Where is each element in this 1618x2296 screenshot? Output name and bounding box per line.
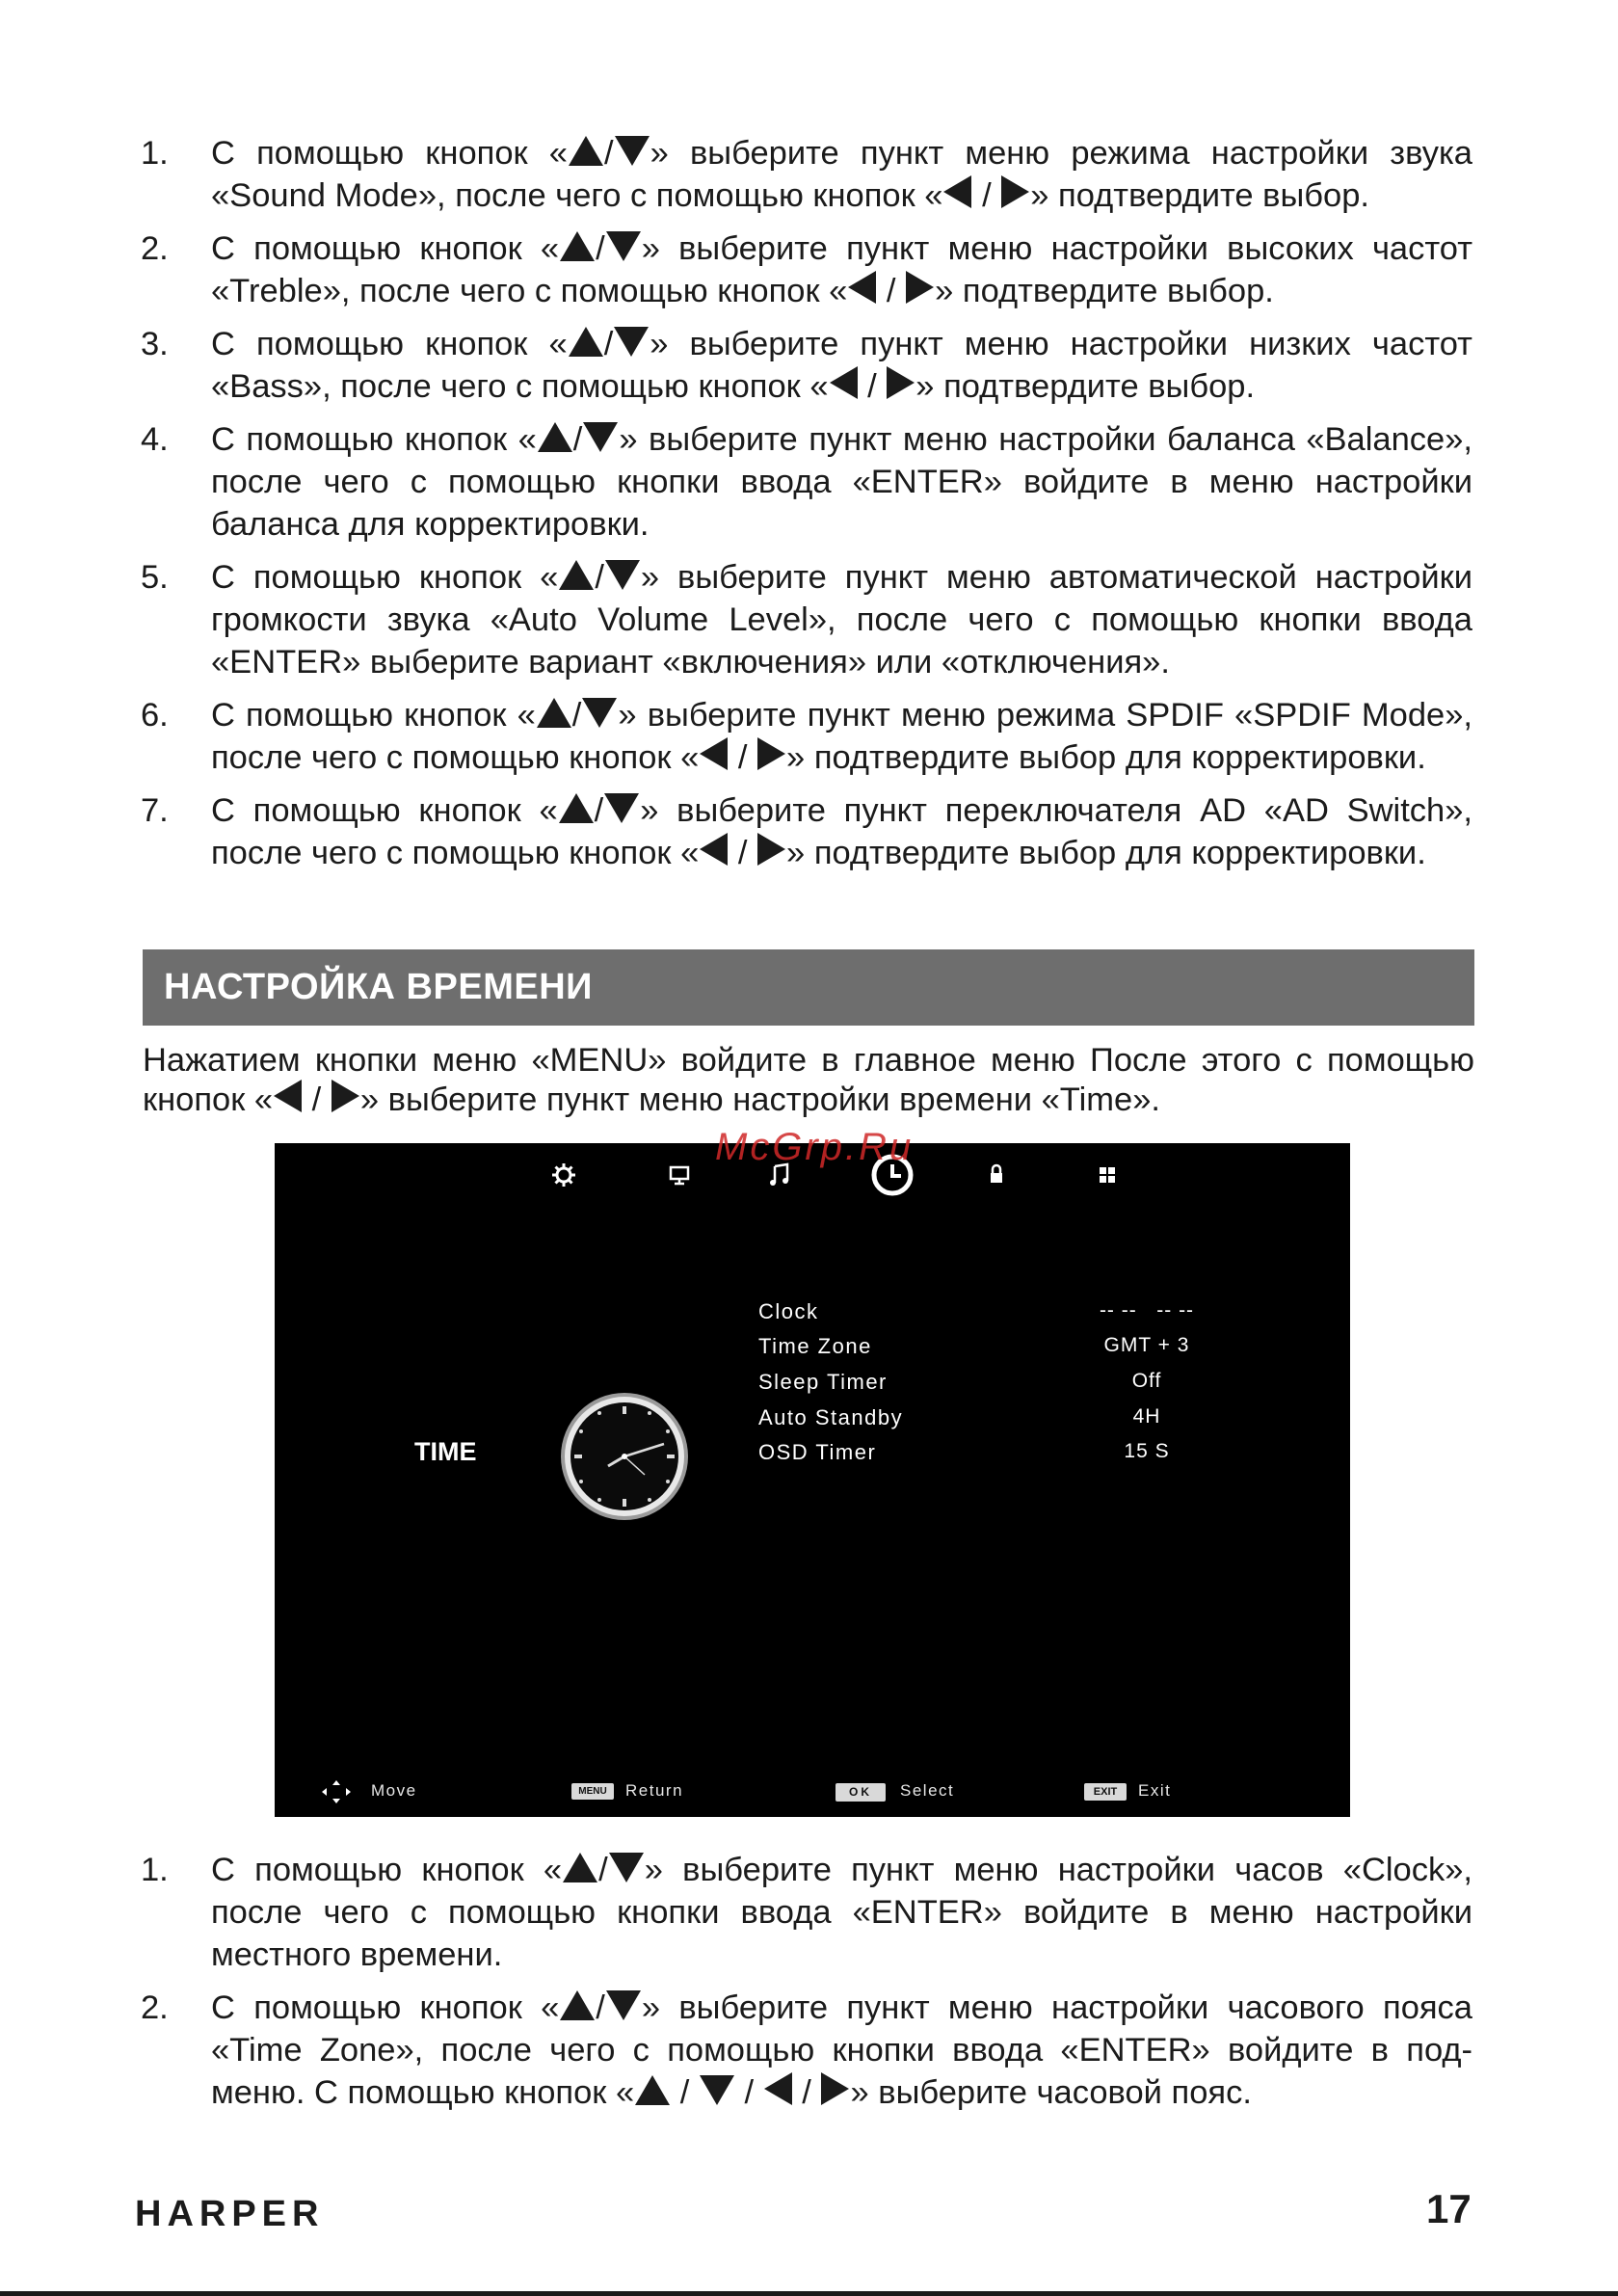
arrow-up-icon <box>635 2075 670 2105</box>
menu-item-time-zone-value: GMT + 3 <box>1103 1334 1190 1356</box>
arrow-up-icon <box>560 231 595 261</box>
apps-grid-icon <box>1090 1158 1125 1192</box>
section-header-bar <box>143 949 1474 1026</box>
list-item: 2. С помощью кнопок « / » выберите пункт меню настройки высоких частот «Treble», после чего с помощью кнопок « / » подтвердите выбор. <box>141 227 1472 312</box>
page-number: 17 <box>1426 2186 1472 2231</box>
menu-key-badge: MENU <box>571 1783 614 1800</box>
analog-clock-icon <box>558 1390 691 1523</box>
move-arrows-icon <box>321 1779 352 1804</box>
arrow-right-icon <box>906 271 934 304</box>
sound-steps-list <box>141 132 1472 885</box>
menu-item-time-zone-label[interactable]: Time Zone <box>758 1334 872 1358</box>
picture-monitor-icon <box>662 1158 697 1192</box>
arrow-up-icon <box>559 560 594 590</box>
arrow-left-icon <box>848 271 876 304</box>
menu-item-osd-timer-label[interactable]: OSD Timer <box>758 1440 877 1464</box>
list-item: 5. С помощью кнопок « / » выберите пункт меню автоматической настройки громкости звука «Auto Volume Level», после чего с помощью кнопки ввода «ENTER» выберите вариант «включения» или «отключения». <box>141 556 1472 683</box>
arrow-down-icon <box>582 698 617 728</box>
arrow-right-icon <box>821 2072 849 2105</box>
menu-item-osd-timer-value: 15 S <box>1124 1440 1170 1462</box>
arrow-down-icon <box>606 231 641 261</box>
arrow-left-icon <box>700 833 728 866</box>
step-number: 3. <box>141 326 169 362</box>
arrow-up-icon <box>563 1853 597 1882</box>
arrow-left-icon <box>700 737 728 770</box>
intro-paragraph: Нажатием кнопки меню «MENU» войдите в главное меню После этого с помощью кнопок « / » выберите пункт меню настройки времени «Time». <box>143 1042 1474 1118</box>
arrow-left-icon <box>764 2072 792 2105</box>
list-item: 4. С помощью кнопок « / » выберите пункт меню настройки баланса «Balance», после чего с помощью кнопки ввода «ENTER» войдите в меню настройки баланса для корректировки. <box>141 418 1472 546</box>
harper-logo <box>135 2194 366 2232</box>
hint-move-label: Move <box>371 1781 417 1800</box>
arrow-up-icon <box>569 327 603 357</box>
arrow-up-icon <box>538 422 572 452</box>
list-item: 2. С помощью кнопок « / » выберите пункт меню настройки часового пояса «Time Zone», после чего с помощью кнопки ввода «ENTER» войдите в под-меню. С помощью кнопок « / / / » выберите часовой пояс. <box>141 1987 1472 2114</box>
exit-key-badge: EXIT <box>1084 1783 1127 1801</box>
step-number: 4. <box>141 421 169 458</box>
step-number: 1. <box>141 135 169 172</box>
hint-return-label: Return <box>625 1781 684 1800</box>
arrow-down-icon <box>609 1853 644 1882</box>
arrow-down-icon <box>583 422 618 452</box>
menu-item-clock-value: -- -- -- -- <box>1099 1299 1195 1322</box>
arrow-up-icon <box>559 793 594 823</box>
step-number: 7. <box>141 792 169 829</box>
ok-key-badge: OK <box>836 1783 886 1802</box>
list-item: 6. С помощью кнопок « / » выберите пункт меню режима SPDIF «SPDIF Mode», после чего с помощью кнопок « / » подтвердите выбор для корректировки. <box>141 694 1472 779</box>
arrow-left-icon <box>943 175 971 208</box>
menu-item-auto-standby-value: 4H <box>1132 1405 1161 1428</box>
menu-item-sleep-timer-value: Off <box>1131 1370 1162 1392</box>
step-number: 2. <box>141 230 169 267</box>
step-number: 5. <box>141 559 169 596</box>
step-number: 6. <box>141 697 169 734</box>
arrow-right-icon <box>887 366 915 399</box>
tv-osd-screenshot <box>275 1143 1350 1817</box>
arrow-right-icon <box>332 1080 359 1112</box>
arrow-right-icon <box>1001 175 1029 208</box>
svg-text:HARPER: HARPER <box>135 2194 325 2232</box>
arrow-down-icon <box>605 560 640 590</box>
menu-item-auto-standby-label[interactable]: Auto Standby <box>758 1405 904 1429</box>
arrow-down-icon <box>615 136 650 166</box>
section-title: НАСТРОЙКА ВРЕМЕНИ <box>164 967 593 1007</box>
osd-section-label: TIME <box>414 1437 477 1466</box>
list-item: 1. С помощью кнопок « / » выберите пункт меню режима настройки звука «Sound Mode», после чего с помощью кнопок « / » подтвердите выбор. <box>141 132 1472 217</box>
arrow-down-icon <box>614 327 649 357</box>
list-item: 3. С помощью кнопок « / » выберите пункт меню настройки низких частот «Bass», после чего с помощью кнопок « / » подтвердите выбор. <box>141 323 1472 408</box>
arrow-right-icon <box>757 833 785 866</box>
arrow-left-icon <box>830 366 858 399</box>
arrow-up-icon <box>569 136 603 166</box>
hint-select-label: Select <box>900 1781 955 1800</box>
menu-item-sleep-timer-label[interactable]: Sleep Timer <box>758 1370 888 1394</box>
menu-item-clock-label[interactable]: Clock <box>758 1299 819 1323</box>
arrow-down-icon <box>604 793 639 823</box>
arrow-up-icon <box>537 698 571 728</box>
bottom-divider <box>0 2291 1618 2296</box>
settings-gear-icon <box>546 1158 581 1192</box>
list-item: 7. С помощью кнопок « / » выберите пункт переключателя AD «AD Switch», после чего с помощью кнопок « / » подтвердите выбор для корректировки. <box>141 789 1472 874</box>
list-item: 1. С помощью кнопок « / » выберите пункт меню настройки часов «Clock», после чего с помощью кнопки ввода «ENTER» войдите в меню настройки местного времени. <box>141 1849 1472 1976</box>
arrow-down-icon <box>700 2075 734 2105</box>
lock-icon <box>979 1158 1014 1192</box>
arrow-down-icon <box>606 1990 641 2020</box>
step-number: 2. <box>141 1989 169 2026</box>
arrow-left-icon <box>274 1080 302 1112</box>
arrow-up-icon <box>560 1990 595 2020</box>
time-steps-list <box>141 1849 1472 2124</box>
step-number: 1. <box>141 1852 169 1888</box>
watermark: McGrp.Ru <box>715 1126 915 1168</box>
hint-exit-label: Exit <box>1138 1781 1172 1800</box>
arrow-right-icon <box>757 737 785 770</box>
